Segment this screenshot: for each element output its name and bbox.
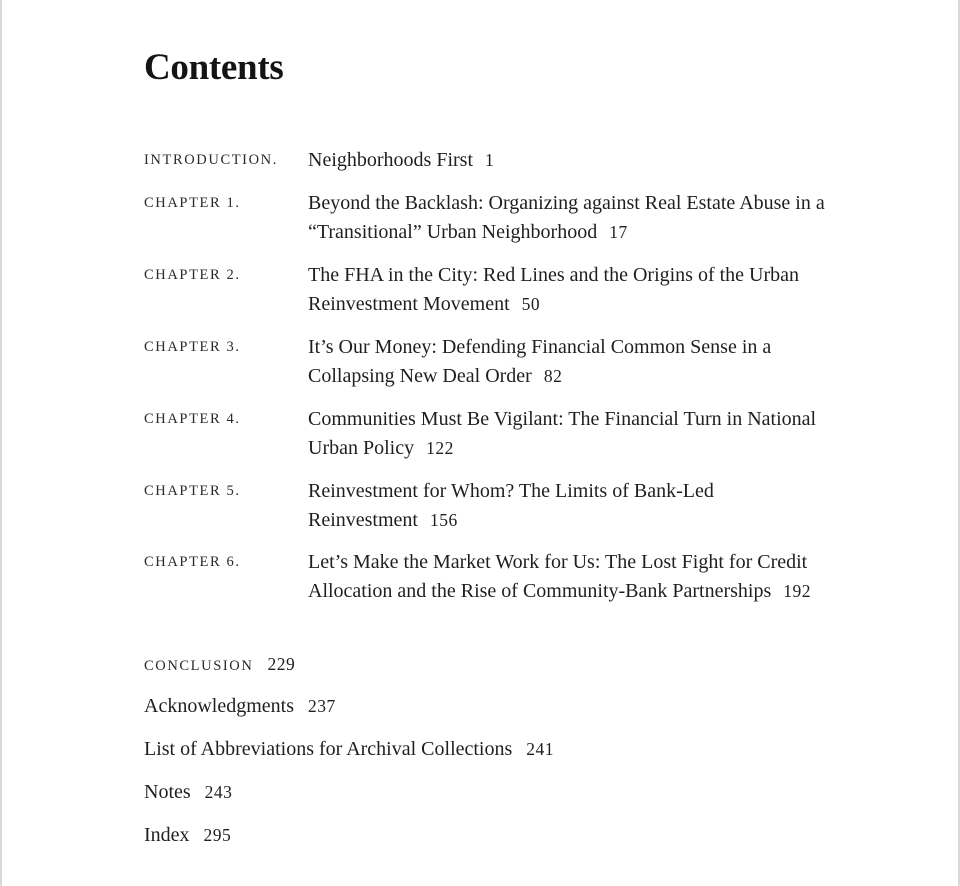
entry-label: CHAPTER 3. [144,339,241,355]
entry-label: CHAPTER 1. [144,195,241,211]
entry-title-block [308,261,828,318]
entry-page-number: 295 [203,825,232,845]
toc-entry-index[interactable] [144,821,231,849]
entry-page-number: 229 [267,654,296,674]
entry-page-number: 17 [609,221,628,242]
entry-label: List of Abbreviations for Archival Collections [144,738,513,760]
entry-label: Notes [144,781,191,803]
entry-title-block [308,189,828,246]
entry-title: Communities Must Be Vigilant: The Financial Turn in National Urban Policy [308,408,817,459]
entry-label: CONCLUSION [144,658,254,674]
entry-page-number: 243 [204,782,233,802]
entry-page-number: 1 [485,150,495,170]
toc-entry-notes[interactable] [144,778,232,806]
entry-title-block [308,477,828,534]
entry-label: CHAPTER 2. [144,267,241,283]
page-title: Contents [144,47,284,88]
entry-label: CHAPTER 5. [144,483,241,499]
entry-label: Index [144,824,190,846]
entry-page-number: 50 [521,293,541,314]
entry-page-number: 82 [543,365,563,386]
entry-title-block [308,548,828,605]
entry-title-block [308,405,828,462]
entry-page-number: 237 [307,696,336,716]
entry-title: Beyond the Backlash: Organizing against Real Estate Abuse in a “Transitional” Urban Neighborhood [308,192,825,243]
entry-page-number: 192 [783,580,812,601]
entry-page-number: 241 [526,739,555,759]
entry-title-block [308,146,828,175]
entry-title: The FHA in the City: Red Lines and the Origins of the Urban Reinvestment Movement [308,264,800,315]
entry-label: Acknowledgments [144,695,294,717]
toc-entry-abbreviations[interactable] [144,735,554,763]
entry-page-number: 156 [429,509,458,530]
entry-label: CHAPTER 4. [144,411,241,427]
entry-title: It’s Our Money: Defending Financial Common Sense in a Collapsing New Deal Order [308,336,772,387]
entry-title-block [308,333,828,390]
entry-page-number: 122 [426,437,454,458]
toc-entry-acknowledgments[interactable] [144,692,336,720]
entry-label: INTRODUCTION. [144,152,278,168]
entry-title: Neighborhoods First [308,149,473,171]
entry-label: CHAPTER 6. [144,554,241,570]
entry-title: Let’s Make the Market Work for Us: The Lost Fight for Credit Allocation and the Rise of Community-Bank Partnerships [308,551,808,602]
toc-entry-conclusion[interactable] [144,650,295,680]
entry-title: Reinvestment for Whom? The Limits of Bank-Led Reinvestment [308,480,714,531]
